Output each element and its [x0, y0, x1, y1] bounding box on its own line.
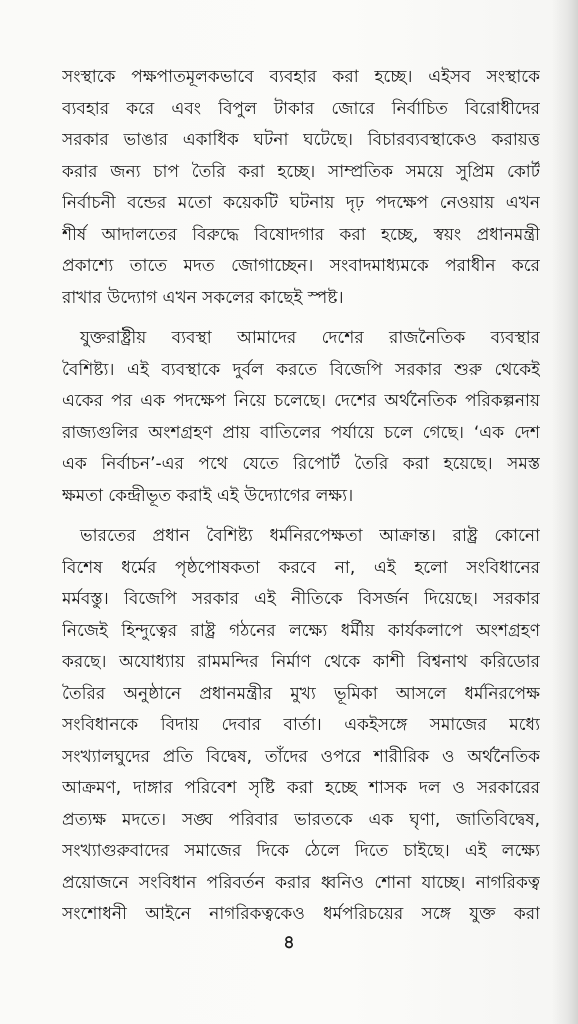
text-line: ভারতের প্রধান বৈশিষ্ট্য ধর্মনিরপেক্ষতা আক্রান্ত। রাষ্ট্র কোনো [80, 526, 540, 546]
text-line: একের পর এক পদক্ষেপ নিয়ে চলেছে। দেশের অর্থনৈতিক পরিকল্পনায় [62, 391, 540, 411]
text-line: বৈশিষ্ট্য। এই ব্যবস্থাকে দুর্বল করতে বিজেপি সরকার শুরু থেকেই [62, 359, 540, 380]
text-line: এক নির্বাচন’-এর পথে যেতে রিপোর্ট তৈরি করা হয়েছে। সমস্ত [62, 454, 540, 474]
page-number: ৪ [283, 932, 295, 953]
text-line: সংখ্যালঘুদের প্রতি বিদ্বেষ, তাঁদের ওপরে শারীরিক ও অর্থনৈতিক [62, 746, 540, 767]
text-line: বিশেষ ধর্মের পৃষ্ঠপোষকতা করবে না, এই হলো সংবিধানের [62, 557, 540, 578]
text-line: শীর্ষ আদালতের বিরুদ্ধে বিষোদগার করা হচ্ছে, স্বয়ং প্রধানমন্ত্রী [62, 224, 540, 245]
text-line: সরকার ভাঙার একাধিক ঘটনা ঘটেছে। বিচারব্যবস্থাকেও করায়ত্ত [62, 130, 540, 150]
text-line: রাখার উদ্যোগ এখন সকলের কাছেই স্পষ্ট। [62, 287, 344, 308]
page-edge-shadow [552, 0, 578, 1024]
text-line: যুক্তরাষ্ট্রীয় ব্যবস্থা আমাদের দেশের রাজনৈতিক ব্যবস্থার [80, 328, 540, 348]
paragraph-3 [62, 521, 540, 931]
text-line: সংখ্যাগুরুবাদের সমাজের দিকে ঠেলে দিতে চাইছে। এই লক্ষ্যে [62, 841, 540, 861]
text-line: করছে। অযোধ্যায় রামমন্দির নির্মাণ থেকে কাশী বিশ্বনাথ করিডোর [62, 652, 540, 672]
body-text [62, 62, 540, 940]
text-line: রাজ্যগুলির অংশগ্রহণ প্রায় বাতিলের পর্যায়ে চলে গেছে। ‘এক দেশ [62, 422, 540, 443]
text-line: সংস্থাকে পক্ষপাতমূলকভাবে ব্যবহার করা হচ্ছে। এইসব সংস্থাকে [62, 67, 540, 87]
text-line: মর্মবস্তু। বিজেপি সরকার এই নীতিকে বিসর্জন দিয়েছে। সরকার [62, 589, 540, 609]
text-line: প্রত্যক্ষ মদতে। সঙ্ঘ পরিবার ভারতকে এক ঘৃণা, জাতিবিদ্বেষ, [62, 809, 540, 830]
text-line: প্রকাশ্যে তাতে মদত জোগাচ্ছেন। সংবাদমাধ্যমকে পরাধীন করে [62, 256, 540, 276]
text-line: সংবিধানকে বিদায় দেবার বার্তা। একইসঙ্গে সমাজের মধ্যে [62, 715, 540, 735]
text-line: প্রয়োজনে সংবিধান পরিবর্তন করার ধ্বনিও শোনা যাচ্ছে। নাগরিকত্ব [62, 872, 540, 893]
text-line: সংশোধনী আইনে নাগরিকত্বকেও ধর্মপরিচয়ের সঙ্গে যুক্ত করা [62, 904, 540, 924]
text-line: নির্বাচনী বন্ডের মতো কয়েকটি ঘটনায় দৃঢ় পদক্ষেপ নেওয়ায় এখন [62, 193, 540, 213]
text-line: করার জন্য চাপ তৈরি করা হচ্ছে। সাম্প্রতিক সময়ে সুপ্রিম কোর্ট [62, 161, 540, 182]
text-line: নিজেই হিন্দুত্বের রাষ্ট্র গঠনের লক্ষ্যে ধর্মীয় কার্যকলাপে অংশগ্রহণ [62, 620, 540, 641]
text-line: ক্ষমতা কেন্দ্রীভূত করাই এই উদ্যোগের লক্ষ্য। [62, 485, 354, 506]
paragraph-1 [62, 62, 540, 314]
text-line: তৈরির অনুষ্ঠানে প্রধানমন্ত্রীর মুখ্য ভূমিকা আসলে ধর্মনিরপেক্ষ [62, 683, 540, 704]
text-line: ব্যবহার করে এবং বিপুল টাকার জোরে নির্বাচিত বিরোধীদের [62, 98, 540, 119]
paragraph-2 [62, 323, 540, 512]
text-line: আক্রমণ, দাঙ্গার পরিবেশ সৃষ্টি করা হচ্ছে শাসক দল ও সরকারের [62, 778, 540, 798]
